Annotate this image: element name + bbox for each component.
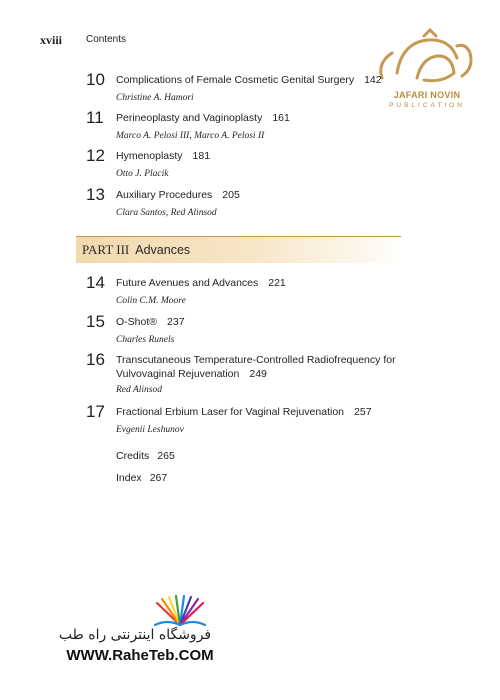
chapter-page: 142 — [364, 74, 382, 86]
chapter-number: 12 — [86, 146, 105, 165]
toc-entry-credits[interactable] — [116, 450, 175, 462]
chapter-authors: Marco A. Pelosi III, Marco A. Pelosi II — [116, 131, 265, 141]
chapter-page: 249 — [249, 368, 267, 380]
chapter-title: Future Avenues and Advances 221 — [116, 277, 286, 289]
chapter-authors: Evgenii Leshunov — [116, 425, 184, 435]
chapter-authors: Clara Santos, Red Alinsod — [116, 208, 217, 218]
store-watermark — [40, 595, 240, 675]
chapter-authors: Red Alinsod — [116, 385, 163, 395]
chapter-title: Perineoplasty and Vaginoplasty 161 — [116, 112, 290, 124]
store-name: فروشگاه اینترنتی راه طب — [58, 627, 212, 643]
part-heading — [76, 236, 401, 263]
chapter-page: 237 — [167, 316, 185, 328]
chapter-page: 221 — [268, 277, 286, 289]
chapter-number: 11 — [86, 108, 104, 127]
chapter-authors: Otto J. Placik — [116, 169, 169, 179]
chapter-page: 181 — [192, 150, 211, 162]
chapter-page: 161 — [272, 112, 290, 124]
chapter-page: 257 — [354, 406, 372, 418]
chapter-title: Auxiliary Procedures 205 — [116, 189, 240, 201]
chapter-number: 10 — [86, 70, 105, 89]
back-matter-page: 267 — [149, 472, 168, 484]
chapter-title: Complications of Female Cosmetic Genital Surgery 142 — [116, 74, 382, 86]
chapter-title: Hymenoplasty 181 — [116, 150, 211, 162]
store-url[interactable]: WWW.RaheTeb.COM — [66, 647, 214, 664]
page-number: xviii — [40, 33, 63, 47]
chapter-title: Transcutaneous Temperature-Controlled Radiofrequency for Vulvovaginal Rejuvenation 249 — [116, 354, 396, 380]
back-matter-title: Credits — [116, 450, 150, 462]
chapter-title: Fractional Erbium Laser for Vaginal Rejuvenation 257 — [116, 406, 372, 418]
chapter-page: 205 — [222, 189, 240, 201]
chapter-authors: Charles Runels — [116, 335, 175, 345]
publisher-name: JAFARI NOVIN — [393, 90, 461, 100]
chapter-number: 16 — [86, 350, 105, 369]
part-label: PART III — [82, 242, 130, 257]
back-matter-title: Index — [116, 472, 142, 484]
chapter-number: 14 — [86, 273, 105, 292]
chapter-number: 17 — [86, 402, 105, 421]
running-title: Contents — [86, 34, 127, 45]
chapter-number: 13 — [86, 185, 105, 204]
toc-entry-index[interactable] — [116, 472, 167, 484]
publisher-subtitle: PUBLICATION — [389, 102, 465, 109]
open-book-rainbow-icon — [145, 595, 215, 627]
chapter-number: 15 — [86, 312, 105, 331]
chapter-title: O-Shot® 237 — [116, 316, 185, 328]
chapter-authors: Colin C.M. Moore — [116, 296, 186, 306]
back-matter-page: 265 — [157, 450, 175, 462]
part-name: Advances — [135, 243, 191, 257]
chapter-authors: Christine A. Hamori — [116, 93, 194, 103]
